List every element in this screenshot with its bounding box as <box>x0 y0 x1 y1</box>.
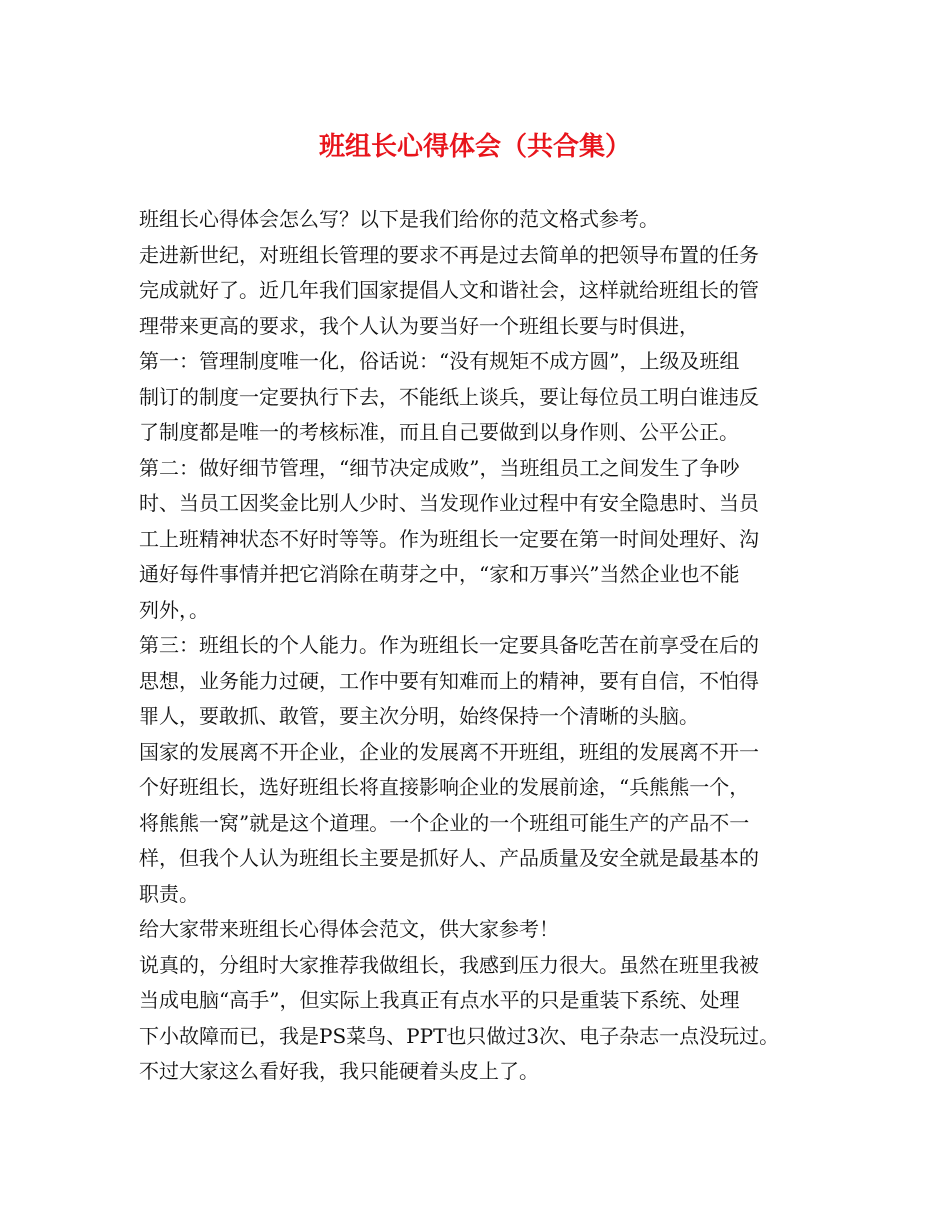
body-line: 职责。 <box>139 881 199 906</box>
body-line: 国家的发展离不开企业，企业的发展离不开班组，班组的发展离不开一 <box>139 739 759 764</box>
body-line: 说真的，分组时大家推荐我做组长，我感到压力很大。虽然在班里我被 <box>139 952 759 977</box>
body-line: 走进新世纪，对班组长管理的要求不再是过去简单的把领导布置的任务 <box>139 242 759 267</box>
body-line: 完成就好了。近几年我们国家提倡人文和谐社会，这样就给班组长的管 <box>139 278 759 302</box>
body-line: 第三：班组长的个人能力。作为班组长一定要具备吃苦在前享受在后的 <box>139 633 759 657</box>
body-line: 第二：做好细节管理，“细节决定成败”，当班组员工之间发生了争吵 <box>139 455 740 480</box>
body-line: 下小故障而已，我是PS菜鸟、PPT也只做过3次、电子杂志一点没玩过。 <box>139 1023 780 1048</box>
document-body <box>139 202 839 1090</box>
body-line: 班组长心得体会怎么写？以下是我们给你的范文格式参考。 <box>139 207 659 231</box>
body-line: 第一：管理制度唯一化，俗话说：“没有规矩不成方圆”，上级及班组 <box>139 349 740 373</box>
body-line: 思想，业务能力过硬，工作中要有知难而上的精神，要有自信，不怕得 <box>139 668 759 693</box>
body-line: 时、当员工因奖金比别人少时、当发现作业过程中有安全隐患时、当员 <box>139 491 759 515</box>
body-line: 将熊熊一窝”就是这个道理。一个企业的一个班组可能生产的产品不一 <box>139 810 750 835</box>
body-line: 工上班精神状态不好时等等。作为班组长一定要在第一时间处理好、沟 <box>139 526 759 551</box>
body-line: 给大家带来班组长心得体会范文，供大家参考！ <box>139 917 559 941</box>
body-line: 不过大家这么看好我，我只能硬着头皮上了。 <box>139 1059 539 1083</box>
document-title: 班组长心得体会（共合集） <box>318 132 631 162</box>
body-line: 理带来更高的要求，我个人认为要当好一个班组长要与时俱进， <box>139 313 699 338</box>
body-line: 制订的制度一定要执行下去，不能纸上谈兵，要让每位员工明白谁违反 <box>139 384 759 409</box>
body-line: 个好班组长，选好班组长将直接影响企业的发展前途，“兵熊熊一个， <box>139 775 750 799</box>
body-line: 罪人，要敢抓、敢管，要主次分明，始终保持一个清晰的头脑。 <box>139 704 699 728</box>
body-line: 列外，。 <box>139 597 209 622</box>
body-line: 样，但我个人认为班组长主要是抓好人、产品质量及安全就是最基本的 <box>139 846 759 870</box>
body-line: 了制度都是唯一的考核标准，而且自己要做到以身作则、公平公正。 <box>139 420 739 444</box>
body-line: 通好每件事情并把它消除在萌芽之中，“家和万事兴”当然企业也不能 <box>139 562 740 586</box>
body-line: 当成电脑“高手”，但实际上我真正有点水平的只是重装下系统、处理 <box>139 988 740 1012</box>
